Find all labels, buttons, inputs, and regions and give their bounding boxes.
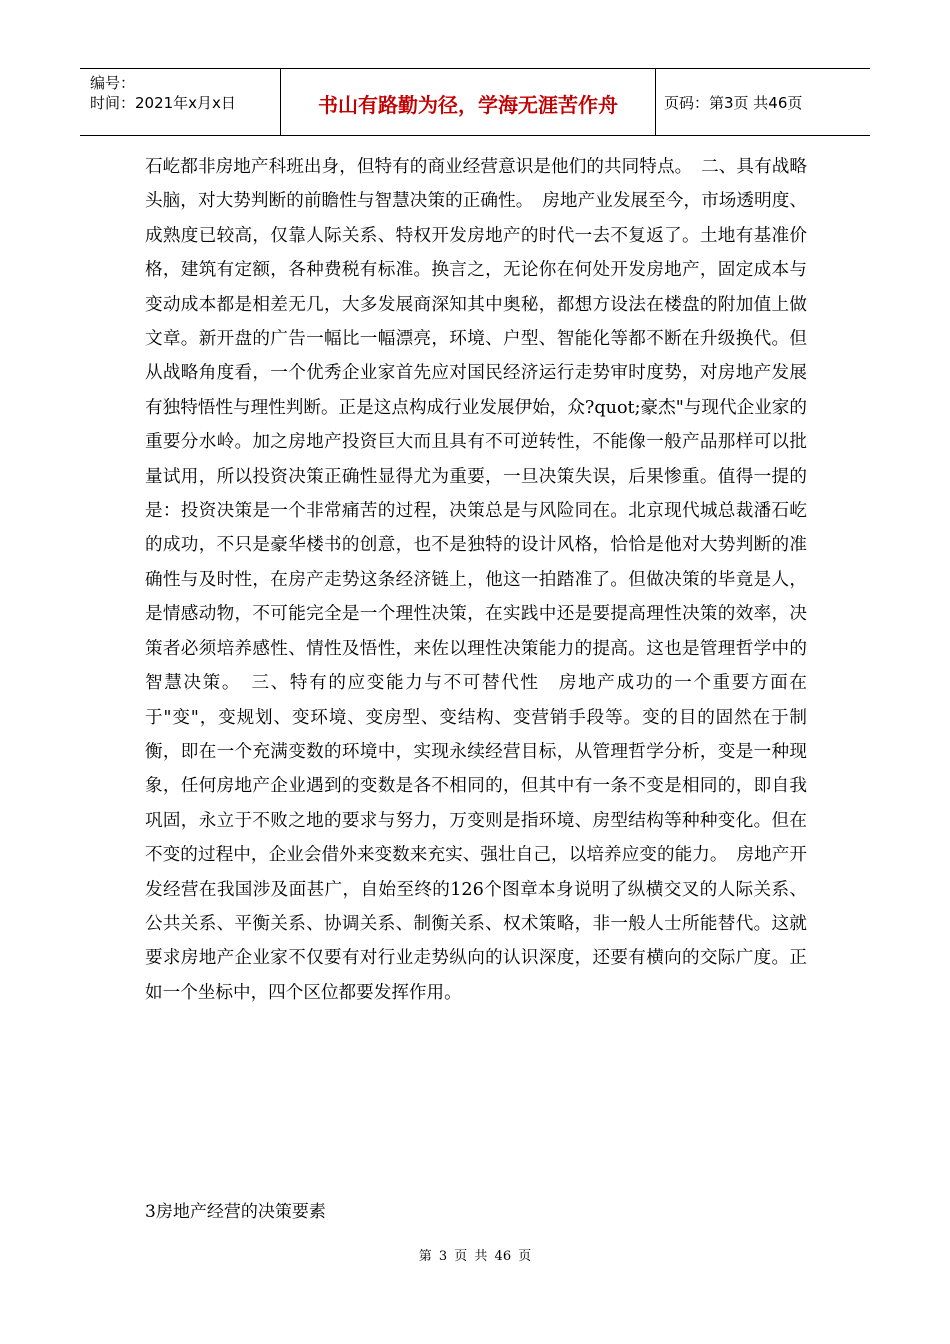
- header-page-info: 页码：第3页 共46页: [664, 93, 803, 112]
- section-heading: 3房地产经营的决策要素: [145, 1202, 326, 1222]
- header-meta-cell: [80, 69, 281, 135]
- page-footer: 第 3 页 共 46 页: [418, 1249, 532, 1264]
- body-paragraph: 石屹都非房地产科班出身，但特有的商业经营意识是他们的共同特点。 二、具有战略头脑，对大势判断的前瞻性与智慧决策的正确性。 房地产业发展至今，市场透明度、成熟度已较高，仅靠人际关系、特权开发房地产的时代一去不复返了。土地有基准价格，建筑有定额，各种费税有标准。换言之，无论你在何处开发房地产，固定成本与变动成本都是相差无几，大多发展商深知其中奥秘，都想方设法在楼盘的附加值上做文章。新开盘的广告一幅比一幅漂亮，环境、户型、智能化等都不断在升级换代。但从战略角度看，一个优秀企业家首先应对国民经济运行走势审时度势，对房地产发展有独特悟性与理性判断。正是这点构成行业发展伊始，众?quot;豪杰"与现代企业家的重要分水岭。加之房地产投资巨大而且具有不可逆转性，不能像一般产品那样可以批量试用，所以投资决策正确性显得尤为重要，一旦决策失误，后果惨重。值得一提的是：投资决策是一个非常痛苦的过程，决策总是与风险同在。北京现代城总裁潘石屹的成功，不只是豪华楼书的创意，也不是独特的设计风格，恰恰是他对大势判断的准确性与及时性，在房产走势这条经济链上，他这一拍踏准了。但做决策的毕竟是人，是情感动物，不可能完全是一个理性决策，在实践中还是要提高理性决策的效率，决策者必须培养感性、情性及悟性，来佐以理性决策能力的提高。这也是管理哲学中的智慧决策。 三、特有的应变能力与不可替代性 房地产成功的一个重要方面在于"变"，变规划、变环境、变房型、变结构、变营销手段等。变的目的固然在于制衡，即在一个充满变数的环境中，实现永续经营目标，从管理哲学分析，变是一种现象，任何房地产企业遇到的变数是各不相同的，但其中有一条不变是相同的，即自我巩固，永立于不败之地的要求与努力，万变则是指环境、房型结构等种种变化。但在不变的过程中，企业会借外来变数来充实、强壮自己，以培养应变的能力。 房地产开发经营在我国涉及面甚广，自始至终的126个图章本身说明了纵横交叉的人际关系、公共关系、平衡关系、协调关系、制衡关系、权术策略，非一般人士所能替代。这就要求房地产企业家不仅要有对行业走势纵向的认识深度，还要有横向的交际广度。正如一个坐标中，四个区位都要发挥作用。: [145, 157, 807, 1003]
- page-header: [80, 68, 870, 136]
- document-number-label: 编号：: [90, 74, 136, 92]
- header-motto: 书山有路勤为径，学海无涯苦作舟: [281, 69, 656, 135]
- document-date-label: 时间：2021年x月x日: [90, 94, 236, 112]
